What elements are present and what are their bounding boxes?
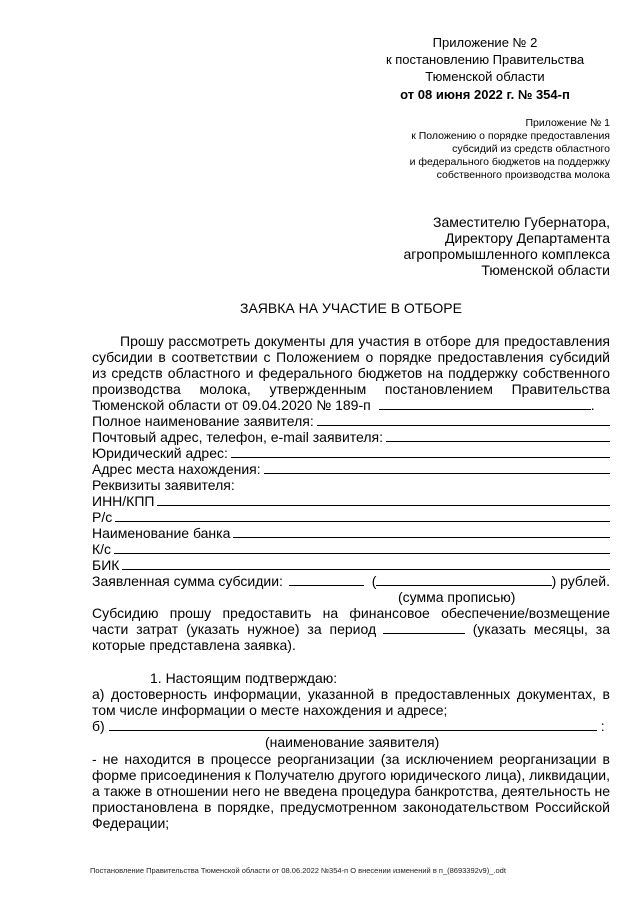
- appendix-1-line5: собственного производства молока: [436, 169, 610, 181]
- confirm-a-line1: а) достоверность информации, указанной в предоставленных документах, в: [92, 686, 610, 702]
- confirm-b-label: б): [92, 718, 105, 734]
- bank-row: [92, 525, 610, 541]
- legal-address-row: [92, 445, 610, 461]
- ks-label: К/с: [92, 541, 112, 557]
- requisites-row: [92, 477, 610, 493]
- sum-row: [92, 573, 610, 589]
- appendix-2-line3: Тюменской области: [425, 69, 545, 84]
- addressee-line2: Директору Департамента: [444, 230, 610, 246]
- location-row: [92, 461, 610, 477]
- confirm-p-line5: Федерации;: [92, 815, 170, 831]
- inn-field[interactable]: [157, 493, 610, 506]
- location-field[interactable]: [264, 461, 610, 474]
- sum-close: ) рублей.: [551, 573, 610, 589]
- applicant-name-caption: (наименование заявителя): [265, 734, 440, 750]
- appendix-2-date: от 08 июня 2022 г. № 354-п: [400, 87, 570, 102]
- addressee-line4: Тюменской области: [481, 262, 610, 278]
- rs-label: Р/с: [92, 509, 113, 525]
- full-name-label: Полное наименование заявителя:: [92, 413, 314, 429]
- confirm-p-line4: приостановлена в порядке, предусмотренном законодательством Российской: [92, 799, 610, 815]
- legal-address-field[interactable]: [231, 445, 610, 458]
- confirm-b-colon: :: [600, 718, 605, 734]
- requisites-label: Реквизиты заявителя:: [92, 477, 235, 493]
- full-name-row: [92, 413, 610, 429]
- appendix-2-title: Приложение № 2: [432, 35, 538, 50]
- sum-label: Заявленная сумма субсидии:: [92, 573, 283, 589]
- confirm-p-line2: форме присоединения к Получателю другого юридического лица), ликвидации,: [92, 767, 610, 783]
- intro-line3: из средств областного и федерального бюджетов на поддержку собственного: [92, 365, 610, 381]
- appendix-1-title: Приложение № 1: [525, 117, 610, 129]
- appendix-1-line2: к Положению о порядке предоставления: [411, 130, 610, 142]
- full-name-field[interactable]: [317, 413, 610, 426]
- bank-label: Наименование банка: [92, 525, 231, 541]
- subsidy-line1: Субсидию прошу предоставить на финансовое обеспечение/возмещение: [92, 605, 610, 621]
- confirm-b-row: [92, 718, 610, 734]
- location-label: Адрес места нахождения:: [92, 461, 261, 477]
- addressee-line3: агропромышленного комплекса: [403, 246, 610, 262]
- subsidy-line2: [92, 621, 610, 637]
- bik-row: [92, 557, 610, 573]
- confirm-a-line2: том числе информации о месте нахождения и адресе;: [92, 702, 448, 718]
- subsidy-line2-text: части затрат (указать нужное) за период: [92, 621, 377, 637]
- sum-open-paren: (: [371, 573, 377, 589]
- subsidy-line3: которые представлена заявка).: [92, 637, 296, 653]
- bik-field[interactable]: [122, 557, 610, 570]
- sum-words-field[interactable]: [376, 573, 551, 586]
- rs-field[interactable]: [115, 509, 610, 522]
- subsidy-line2-tail: (указать месяцы, за: [472, 621, 610, 637]
- intro-line1: Прошу рассмотреть документы для участия в отборе для предоставления: [120, 333, 610, 349]
- postal-label: Почтовый адрес, телефон, e-mail заявителя:: [92, 429, 384, 445]
- rs-row: [92, 509, 610, 525]
- bik-label: БИК: [92, 557, 120, 573]
- ks-field[interactable]: [114, 541, 610, 554]
- resolution-blank[interactable]: [379, 397, 591, 410]
- legal-address-label: Юридический адрес:: [92, 445, 228, 461]
- bank-field[interactable]: [233, 525, 610, 538]
- confirm-p-line3: а также в отношении него не введена процедура банкротства, деятельность не: [92, 783, 610, 799]
- inn-row: [92, 493, 610, 509]
- postal-row: [92, 429, 610, 445]
- addressee-line1: Заместителю Губернатора,: [433, 214, 610, 230]
- ks-row: [92, 541, 610, 557]
- appendix-2-line2: к постановлению Правительства: [385, 52, 585, 67]
- sum-words-caption: (сумма прописью): [398, 589, 516, 605]
- period-field[interactable]: [383, 621, 465, 634]
- sum-digits-field[interactable]: [289, 573, 364, 586]
- intro-line5: [92, 397, 610, 413]
- intro-line5-text: Тюменской области от 09.04.2020 № 189-п: [92, 397, 371, 413]
- confirm-p-line1: - не находится в процессе реорганизации (за исключением реорганизации в: [92, 751, 610, 767]
- intro-line5-period: .: [590, 397, 595, 413]
- confirm-heading: 1. Настоящим подтверждаю:: [150, 670, 338, 686]
- inn-label: ИНН/КПП: [92, 493, 155, 509]
- intro-line4: производства молока, утвержденным постановлением Правительства: [92, 381, 610, 397]
- appendix-1-line4: и федерального бюджетов на поддержку: [409, 156, 610, 168]
- page-footer: Постановление Правительства Тюменской области от 08.06.2022 №354-п О внесении изменений в п_(8693392v9)_.odt: [90, 866, 506, 875]
- applicant-name-field[interactable]: [109, 718, 597, 731]
- document-title: ЗАЯВКА НА УЧАСТИЕ В ОТБОРЕ: [240, 300, 462, 316]
- appendix-1-line3: субсидий из средств областного: [452, 143, 610, 155]
- postal-field[interactable]: [386, 429, 610, 442]
- intro-line2: субсидии в соответствии с Положением о порядке предоставления субсидий: [92, 349, 610, 365]
